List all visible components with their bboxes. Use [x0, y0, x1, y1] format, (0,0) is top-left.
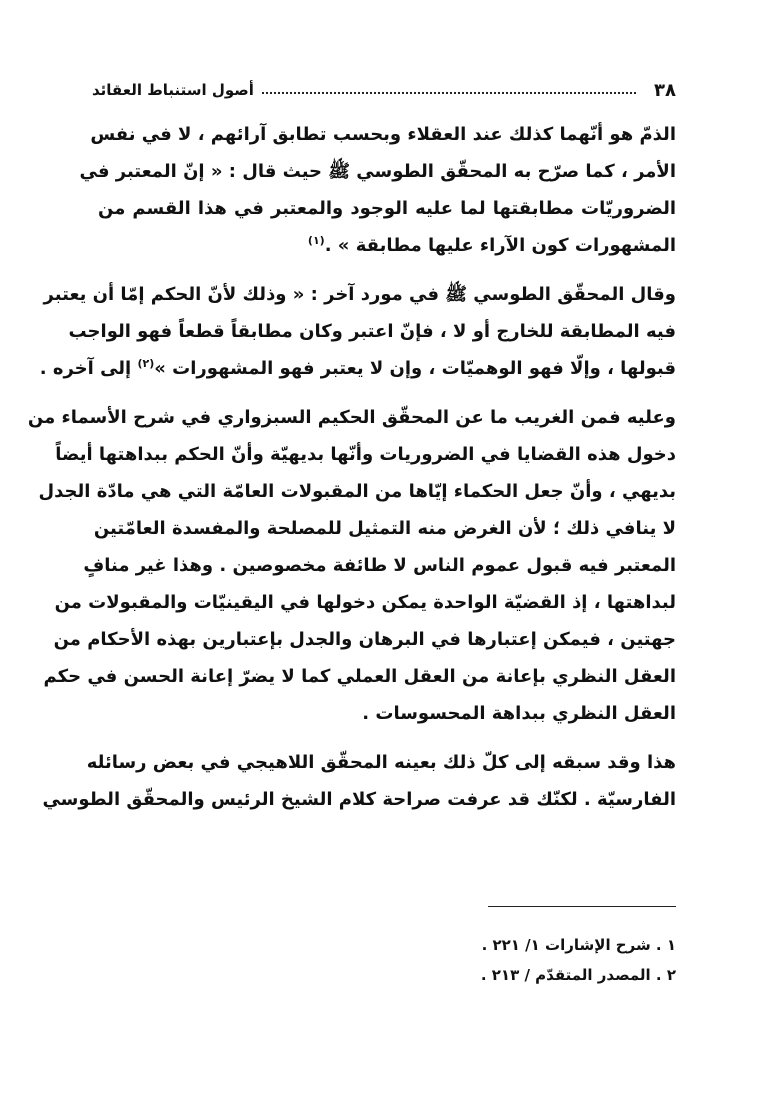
text-line: المعتبر فيه قبول عموم الناس لا طائفة مخصوصين . وهذا غير منافٍ — [83, 555, 676, 576]
line-text: المشهورات كون الآراء عليها مطابقة » . — [324, 235, 676, 256]
text-line: بديهي ، وأنّ جعل الحكماء إيّاها من المقبولات العامّة التي هي مادّة الجدل — [38, 481, 676, 502]
text-line: العقل النظري ببداهة المحسوسات . — [362, 703, 676, 724]
paragraph-2 — [39, 276, 676, 387]
footnote-1: ١ . شرح الإشارات ١/ ٢٢١ . — [481, 936, 676, 954]
text-line: الأمر ، كما صرّح به المحقّق الطوسي ﷺ حيث قال : « إنّ المعتبر في — [79, 161, 676, 182]
footnote-ref-1: (١) — [307, 234, 325, 247]
text-line: دخول هذه القضايا في الضروريات وأنّها بديهيّة وأنّ الحكم ببداهتها أيضاً — [55, 444, 676, 465]
footnotes — [98, 930, 676, 990]
running-header — [92, 78, 676, 102]
text-line: الفارسيّة . لكنّك قد عرفت صراحة كلام الشيخ الرئيس والمحقّق الطوسي — [42, 789, 676, 810]
running-title: أصول استنباط العقائد — [92, 81, 254, 99]
footnote-separator — [488, 906, 676, 907]
text-line: جهتين ، فيمكن إعتبارها في البرهان والجدل بإعتبارين بهذه الأحكام من — [53, 629, 676, 650]
text-line: وقال المحقّق الطوسي ﷺ في مورد آخر : « وذلك لأنّ الحكم إمّا أن يعتبر — [43, 284, 676, 305]
text-line: وعليه فمن الغريب ما عن المحقّق الحكيم السبزواري في شرح الأسماء من — [27, 407, 676, 428]
main-text — [27, 116, 676, 830]
text-line — [39, 350, 676, 387]
text-line: هذا وقد سبقه إلى كلّ ذلك بعينه المحقّق اللاهيجي في بعض رسائله — [86, 752, 676, 773]
paragraph-4 — [42, 744, 676, 818]
text-line: لا ينافي ذلك ؛ لأن الغرض منه التمثيل للمصلحة والمفسدة العامّتين — [93, 518, 676, 539]
footnote-ref-2: (٢) — [137, 357, 155, 370]
paragraph-3 — [27, 399, 676, 732]
line-text: قبولها ، وإلّا فهو الوهميّات ، وإن لا يعتبر فهو المشهورات » — [154, 358, 676, 379]
text-line: الذمّ هو أنّهما كذلك عند العقلاء وبحسب تطابق آرائهم ، لا في نفس — [90, 124, 676, 145]
text-line: فيه المطابقة للخارج أو لا ، فإنّ اعتبر وكان مطابقاً قطعاً فهو الواجب — [68, 321, 676, 342]
text-line: العقل النظري بإعانة من العقل العملي كما لا يضرّ إعانة الحسن في حكم — [43, 666, 676, 687]
line-text: إلى آخره . — [39, 358, 138, 379]
text-line — [98, 227, 676, 264]
footnote-2: ٢ . المصدر المتقدّم / ٢١٣ . — [480, 966, 676, 984]
text-line: لبداهتها ، إذ القضيّة الواحدة يمكن دخولها في اليقينيّات والمقبولات من — [54, 592, 676, 613]
page-number: ٣٨ — [654, 79, 676, 101]
text-line: الضروريّات مطابقتها لما عليه الوجود والمعتبر في هذا القسم من — [98, 198, 676, 219]
paragraph-1 — [79, 116, 676, 264]
header-leader-dots — [262, 92, 636, 94]
